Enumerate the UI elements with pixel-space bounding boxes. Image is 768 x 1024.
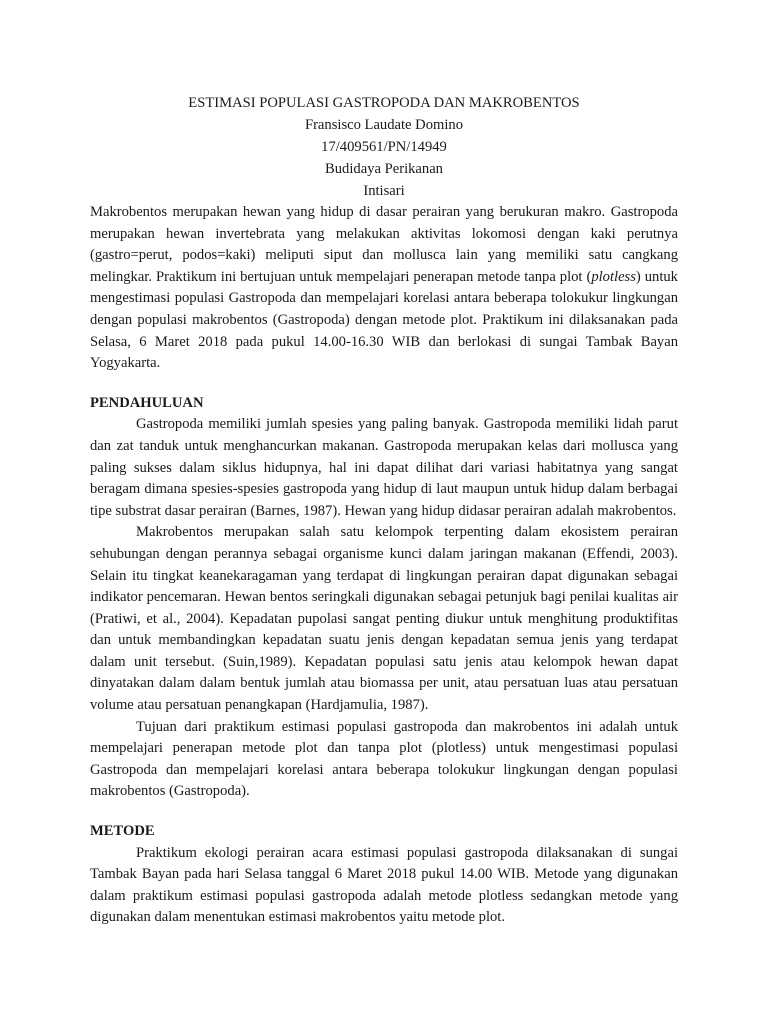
body-paragraph: Gastropoda memiliki jumlah spesies yang paling banyak. Gastropoda memiliki lidah parut dan zat tanduk untuk menghancurkan makanan. Gastropoda merupakan kelas dari mollusca yang paling sukses dalam siklus hidupnya, hal ini dapat dilihat dari variasi habitatnya yang sangat beragam dimana spesies-spesies gastropoda yang hidup di laut maupun untuk hidup dalam berbagai tipe substrat dasar perairan (Barnes, 1987). Hewan yang hidup didasar perairan adalah makrobentos. [90,416,678,519]
section-heading-metode: METODE [90,823,155,840]
department: Budidaya Perikanan [325,161,443,177]
student-id: 17/409561/PN/14949 [321,139,447,155]
abstract-label: Intisari [363,183,405,199]
section-heading-pendahuluan: PENDAHULUAN [90,394,204,411]
section-pendahuluan [90,393,678,803]
paper-header [90,0,678,202]
body-paragraph: Makrobentos merupakan salah satu kelompok terpenting dalam ekosistem perairan sehubungan dengan perannya sebagai organisme kunci dalam jaringan makanan (Effendi, 2003). Selain itu tingkat keanekaragaman yang terdapat di lingkungan perairan dapat digunakan sebagai indikator pencemaran. Hewan bentos seringkali digunakan sebagai petunjuk bagi penilai kualitas air (Pratiwi, et al., 2004). Kepadatan pupolasi sangat penting diukur untuk menghitung produktifitas dan untuk membandingkan kepadatan suatu jenis dengan kepadatan semua jenis yang terdapat dalam unit tersebut. (Suin,1989). Kepadatan populasi satu jenis atau kelompok hewan dapat dinyatakan dalam dalam bentuk jumlah atau biomassa per unit, atau persatuan luas atau persatuan volume atau persatuan penangkapan (Hardjamulia, 1987). [90,524,678,714]
body-paragraph: Praktikum ekologi perairan acara estimasi populasi gastropoda dilaksanakan di sungai Tambak Bayan pada hari Selasa tanggal 6 Maret 2018 pukul 14.00 WIB. Metode yang digunakan dalam praktikum estimasi populasi gastropoda adalah metode plotless sedangkan metode yang digunakan dalam menentukan estimasi makrobentos yaitu metode plot. [90,844,678,926]
paper-title: ESTIMASI POPULASI GASTROPODA DAN MAKROBENTOS [188,95,580,111]
abstract-text-part2: ) untuk mengestimasi populasi Gastropoda dan mempelajari korelasi antara beberapa tolokukur lingkungan dengan populasi makrobentos (Gastropoda) dengan metode plot. Praktikum ini dilaksanakan pada Selasa, 6 Maret 2018 pada pukul 14.00-16.30 WIB dan berlokasi di sungai Tambak Bayan Yogyakarta. [90,268,678,372]
abstract-paragraph [90,202,678,375]
section-metode [90,821,678,929]
body-paragraph: Tujuan dari praktikum estimasi populasi gastropoda dan makrobentos ini adalah untuk mempelajari penerapan metode plot dan tanpa plot (plotless) untuk mengestimasi populasi Gastropoda dan mempelajari korelasi antara beberapa tolokukur lingkungan dengan populasi makrobentos (Gastropoda). [90,718,678,800]
abstract-text-part1: Makrobentos merupakan hewan yang hidup di dasar perairan yang berukuran makro. Gastropoda merupakan hewan invertebrata yang melakukan aktivitas lokomosi dengan kaki perutnya (gastro=perut, podos=kaki) meliputi siput dan mollusca lain yang memiliki satu cangkang melingkar. Praktikum ini bertujuan untuk mempelajari penerapan metode tanpa plot ( [90,204,678,285]
author-name: Fransisco Laudate Domino [304,117,464,133]
abstract-italic-term: plotless [591,268,636,285]
